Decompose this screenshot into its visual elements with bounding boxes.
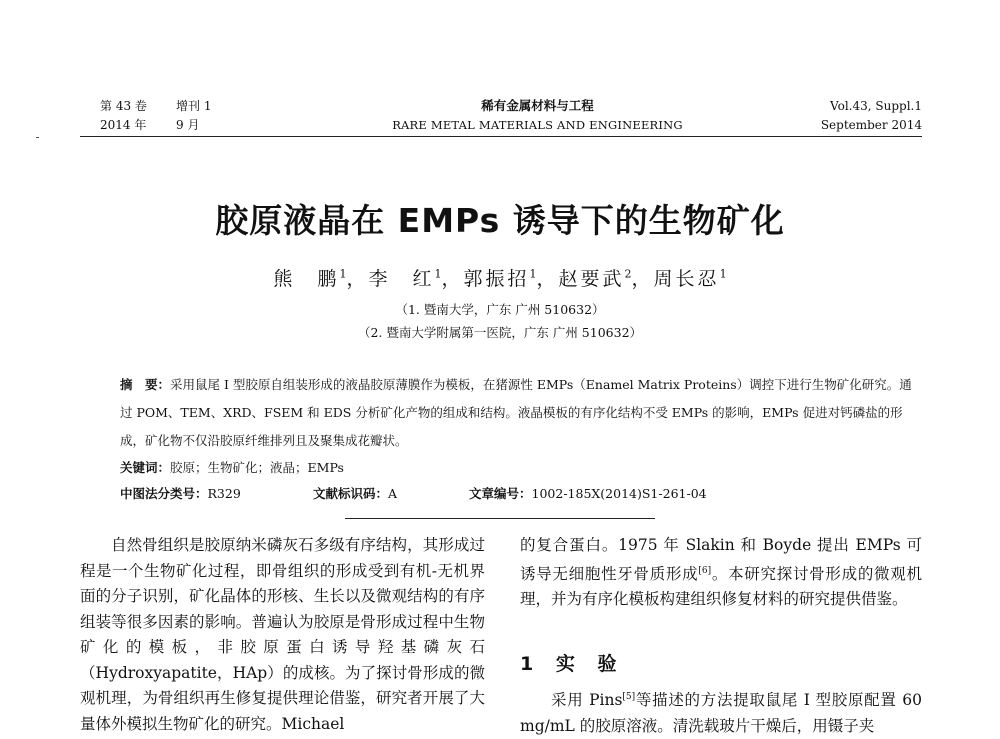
author-name: 赵要武 [558, 268, 625, 290]
year-label: 2014 年 [100, 118, 147, 132]
abstract-divider [345, 518, 655, 519]
keywords-text: 胶原；生物矿化；液晶；EMPs [170, 460, 344, 475]
author-name: 熊 鹏 [273, 268, 340, 290]
abstract-text: 采用鼠尾 I 型胶原自组装形成的液晶胶原薄膜作为模板，在猪源性 EMPs（Enamel Matrix Proteins）调控下进行生物矿化研究。通过 POM、TEM、XRD、FSEM 和 EDS 分析矿化产物的组成和结构。液晶模板的有序化结构不受 EMPs 的影响，EMPs 促进对钙磷盐的形成，矿化物不仅沿胶原纤维排列且及聚集成花瓣状。 [120, 377, 912, 448]
issue-label: 增刊 1 [176, 99, 212, 113]
paper-title: 胶原液晶在 EMPs 诱导下的生物矿化 [215, 201, 785, 240]
author-separator: ， [441, 268, 464, 290]
author-affiliation-mark: 2 [624, 267, 632, 281]
classification-row [120, 484, 241, 502]
section-title: 实 验 [555, 653, 625, 675]
clc-value: R329 [207, 486, 241, 501]
author-name: 郭振招 [463, 268, 530, 290]
section-heading-experiment [520, 649, 624, 676]
abstract [120, 371, 920, 455]
keywords-label: 关键词： [120, 460, 171, 475]
author-affiliation-mark: 1 [434, 267, 442, 281]
journal-title-cn: 稀有金属材料与工程 [481, 98, 594, 113]
author-affiliation-mark: 1 [719, 267, 727, 281]
clc-label: 中图法分类号： [120, 486, 208, 501]
intro-paragraph: 自然骨组织是胶原纳米磷灰石多级有序结构，其形成过程是一个生物矿化过程，即骨组织的形成受到有机-无机界面的分子识别，矿化晶体的形核、生长以及微观结构的有序组装等很多因素的影响。普遍认为胶原是骨形成过程中生物矿化的模板，非胶原蛋白诱导羟基磷灰石（Hydroxyapatite，HAp）的成核。为了探讨骨形成的微观机理，为骨组织再生修复提供理论借鉴，研究者开展了大量体外模拟生物矿化的研究。Michael [80, 536, 485, 733]
article-number [469, 484, 707, 502]
article-number-label: 文章编号： [469, 486, 532, 501]
journal-title-en: RARE METAL MATERIALS AND ENGINEERING [392, 118, 683, 132]
author-separator: ， [346, 268, 369, 290]
citation-6: [6] [698, 565, 712, 576]
doc-code-label: 文献标识码： [313, 486, 389, 501]
author-affiliation-mark: 1 [339, 267, 347, 281]
affiliation-1: （1. 暨南大学，广东 广州 510632） [395, 302, 605, 317]
body-left-column [80, 533, 485, 737]
volume-en: Vol.43, Suppl.1 [830, 99, 922, 113]
month-label: 9 月 [176, 118, 200, 132]
article-number-value: 1002-185X(2014)S1-261-04 [531, 486, 707, 501]
intro-continuation: 的复合蛋白。1975 年 Slakin 和 Boyde 提出 EMPs 可诱导无细胞性牙骨质形成[6]。本研究探讨骨形成的微观机理，并为有序化模板构建组织修复材料的研究提供借鉴。 [520, 536, 922, 609]
author-separator: ， [536, 268, 559, 290]
volume-label: 第 43 卷 [100, 99, 147, 113]
header-rule [80, 136, 922, 137]
margin-mark [36, 137, 39, 138]
keywords [120, 458, 344, 476]
author-affiliation-mark: 1 [529, 267, 537, 281]
date-en: September 2014 [820, 118, 922, 132]
author-separator: ， [631, 268, 654, 290]
body-right-column [520, 533, 922, 613]
author-list [0, 264, 1000, 291]
doc-code [313, 484, 397, 502]
abstract-label: 摘 要： [120, 377, 171, 392]
experiment-paragraph: 采用 Pins[5]等描述的方法提取鼠尾 I 型胶原配置 60 mg/mL 的胶原溶液。清洗载玻片干燥后，用镊子夹 [520, 691, 922, 735]
author-name: 周长忍 [653, 268, 720, 290]
section-number: 1 [520, 653, 542, 675]
citation-5: [5] [622, 692, 636, 702]
affiliation-2: （2. 暨南大学附属第一医院，广东 广州 510632） [357, 325, 643, 340]
doc-code-value: A [388, 486, 398, 501]
author-name: 李 红 [368, 268, 435, 290]
